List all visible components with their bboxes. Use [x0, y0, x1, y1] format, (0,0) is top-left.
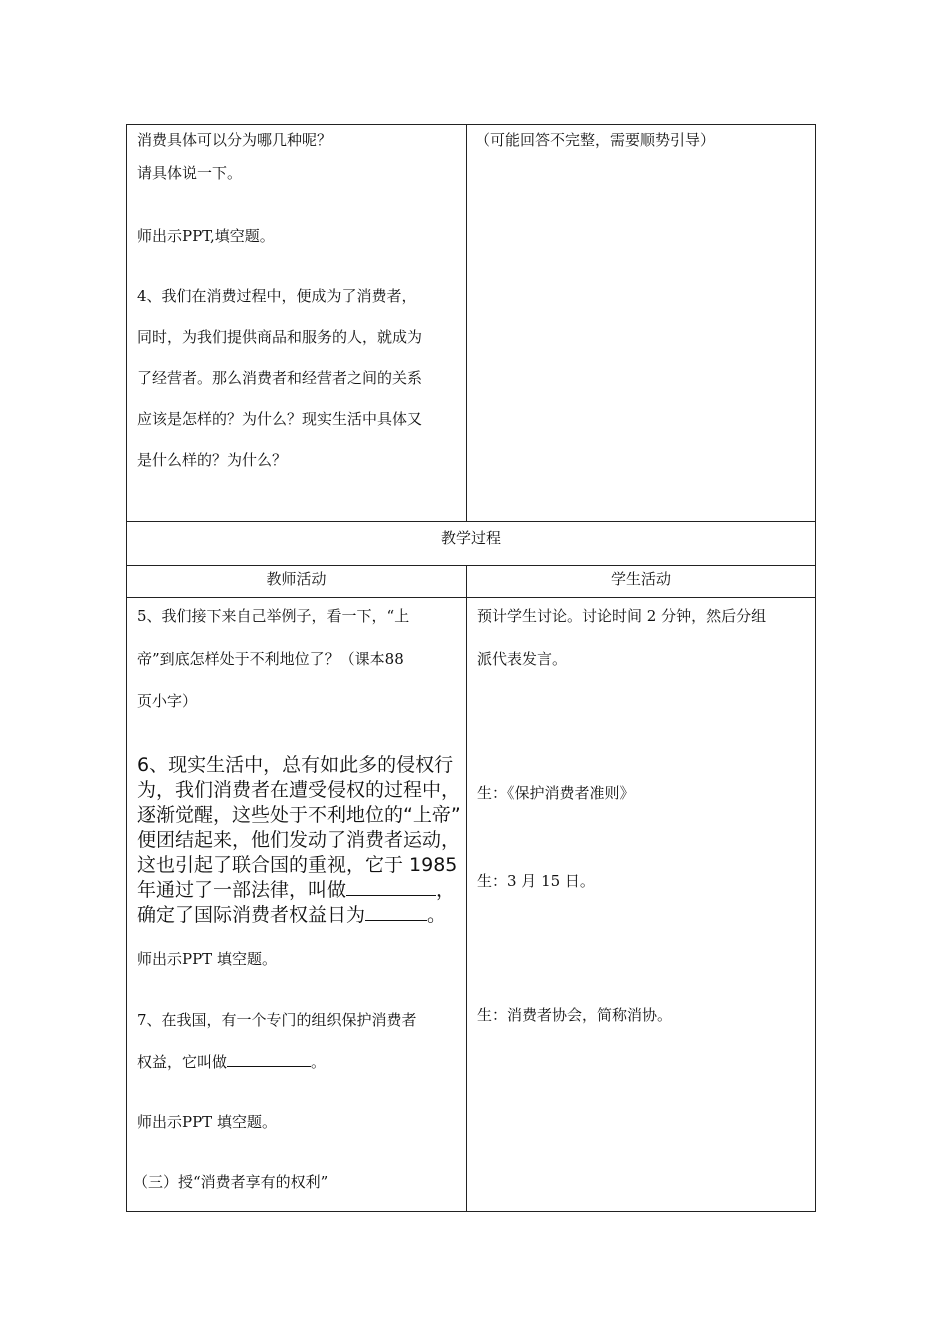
- student-activity-header: 学生活动: [610, 570, 671, 588]
- item-7-punctuation: 。: [311, 1053, 327, 1071]
- student-answer: 生：《保护消费者准则》: [477, 784, 635, 802]
- teacher-activity-header: 教师活动: [266, 570, 327, 588]
- question-line: 4、我们在消费过程中，便成为了消费者，: [137, 287, 417, 305]
- expected-answer-note: （可能回答不完整，需要顺势引导）: [475, 131, 716, 149]
- item-5-line: 页小字）: [137, 692, 198, 710]
- item-6-line: 逐渐觉醒，这些处于不利地位的“上帝”: [137, 804, 461, 826]
- item-7-text: 权益，它叫做: [137, 1053, 228, 1071]
- student-answer: 生：3 月 15 日。: [477, 872, 595, 890]
- column-divider-top: [466, 125, 467, 521]
- fill-blank: [365, 904, 427, 921]
- question-line: 消费具体可以分为哪几种呢？: [137, 131, 333, 149]
- ppt-instruction: 师出示PPT 填空题。: [137, 950, 277, 968]
- student-activity-line: 派代表发言。: [477, 650, 568, 668]
- question-line: 应该是怎样的？为什么？现实生活中具体又: [137, 410, 423, 428]
- item-6-text: 确定了国际消费者权益日为: [137, 904, 366, 926]
- item-7-line: 7、在我国，有一个专门的组织保护消费者: [137, 1011, 417, 1029]
- question-line: 请具体说一下。: [137, 164, 243, 182]
- question-line: 同时，为我们提供商品和服务的人，就成为: [137, 328, 423, 346]
- item-6-text: 年通过了一部法律，叫做: [137, 879, 347, 901]
- column-divider-bottom: [466, 565, 467, 1212]
- fill-blank: [227, 1053, 311, 1067]
- item-5-line: 5、我们接下来自己举例子，看一下，“上: [137, 607, 410, 625]
- ppt-instruction: 师出示PPT 填空题。: [137, 1113, 277, 1131]
- item-6-line: 这也引起了联合国的重视，它于 1985: [137, 854, 458, 876]
- student-activity-line: 预计学生讨论。讨论时间 2 分钟，然后分组: [477, 607, 767, 625]
- fill-blank: [346, 879, 436, 896]
- section-3-heading: （三）授“消费者享有的权利”: [133, 1173, 329, 1191]
- item-6-punctuation: ，: [436, 879, 456, 901]
- row-divider-3: [127, 597, 815, 598]
- question-line: 是什么样的？为什么？: [137, 451, 288, 469]
- lesson-table: [126, 124, 816, 1212]
- student-answer: 生：消费者协会，简称消协。: [477, 1006, 673, 1024]
- row-divider-1: [127, 521, 815, 522]
- item-6-blank-line: [137, 878, 455, 902]
- item-5-line: 帝”到底怎样处于不利地位了？（课本88: [137, 650, 404, 668]
- item-6-blank-line: [137, 903, 446, 927]
- item-7-blank-line: [137, 1052, 326, 1072]
- row-divider-2: [127, 565, 815, 566]
- item-6-line: 为，我们消费者在遭受侵权的过程中，: [137, 779, 461, 801]
- question-line: 了经营者。那么消费者和经营者之间的关系: [137, 369, 423, 387]
- ppt-instruction: 师出示PPT,填空题。: [137, 227, 275, 245]
- item-6-punctuation: 。: [427, 904, 447, 926]
- section-title: 教学过程: [440, 529, 501, 547]
- item-6-line: 6、现实生活中，总有如此多的侵权行: [137, 754, 454, 776]
- item-6-line: 便团结起来，他们发动了消费者运动，: [137, 829, 461, 851]
